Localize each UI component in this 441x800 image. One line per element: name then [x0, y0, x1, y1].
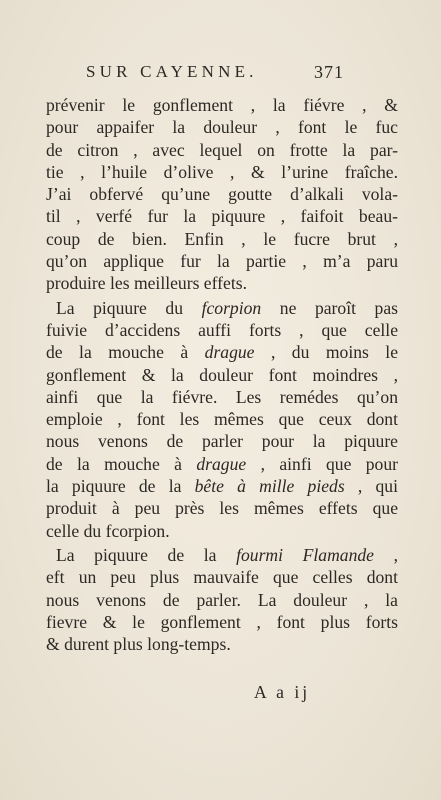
text-run: coup de bien. Enfin , le fucre brut ,	[46, 228, 398, 249]
text-run: La piquure du	[56, 297, 202, 318]
text-line	[46, 297, 398, 319]
page-number: 371	[314, 62, 344, 82]
text-run: produire les meilleurs effets.	[46, 273, 247, 294]
text-run: pour appaifer la douleur , font le fuc	[46, 117, 398, 138]
text-line	[46, 520, 398, 542]
running-title: SUR CAYENNE.	[86, 62, 258, 81]
italic-term: fcorpion	[201, 297, 262, 318]
italic-term: drague	[204, 342, 255, 363]
text-line	[46, 566, 398, 588]
text-line	[46, 139, 398, 161]
signature-mark: A a ij	[254, 682, 311, 702]
text-run: de la mouche à	[46, 342, 205, 363]
text-run: , du moins le	[254, 342, 399, 363]
text-line	[46, 475, 398, 497]
text-run: gonflement & la douleur font moindres ,	[46, 364, 398, 385]
text-line	[46, 94, 398, 116]
paragraph	[46, 94, 398, 295]
italic-term: fourmi Flamande	[236, 544, 374, 565]
text-line	[46, 272, 398, 294]
text-run: fuivie d’accidens auffi forts , que celle	[46, 319, 398, 340]
text-run: la piquure de la	[46, 476, 195, 497]
text-run: nous venons de parler. La douleur , la	[46, 589, 398, 610]
text-line	[46, 161, 398, 183]
running-head	[0, 62, 441, 86]
italic-term: drague	[196, 453, 247, 474]
text-line	[46, 611, 398, 633]
text-line	[46, 364, 398, 386]
italic-term: bête à mille pieds	[194, 476, 345, 497]
text-run: produit à peu près les mêmes effets que	[46, 498, 398, 519]
text-line	[46, 116, 398, 138]
text-run: til , verfé fur la piquure , faifoit beau-	[46, 206, 398, 227]
text-line	[46, 205, 398, 227]
paragraph	[46, 544, 398, 655]
text-run: prévenir le gonflement , la fiévre , &	[46, 95, 398, 115]
text-run: ainfi que la fiévre. Les remédes qu’on	[46, 386, 398, 407]
text-run: nous venons de parler pour la piquure	[46, 431, 398, 452]
text-line	[46, 589, 398, 611]
paragraph	[46, 297, 398, 542]
text-line	[46, 341, 398, 363]
text-line	[46, 453, 398, 475]
text-line	[46, 544, 398, 566]
text-line	[46, 183, 398, 205]
text-run: La piquure de la	[56, 544, 237, 565]
text-line	[46, 250, 398, 272]
text-run: emploie , font les mêmes que ceux dont	[46, 409, 398, 430]
text-run: tie , l’huile d’olive , & l’urine fraîche.	[46, 161, 398, 182]
text-line	[46, 319, 398, 341]
text-line	[46, 228, 398, 250]
text-run: & durent plus long-temps.	[46, 634, 231, 655]
text-line	[46, 430, 398, 452]
text-line	[46, 386, 398, 408]
text-run: fievre & le gonflement , font plus forts	[46, 611, 398, 632]
text-run: , ainfi que pour	[246, 453, 399, 474]
text-run: de la mouche à	[46, 453, 197, 474]
text-run: de citron , avec lequel on frotte la par-	[46, 139, 398, 160]
text-run: eft un peu plus mauvaife que celles dont	[46, 567, 398, 588]
text-run: , qui	[344, 476, 398, 497]
text-line	[46, 633, 398, 655]
text-run: qu’on applique fur la partie , m’a paru	[46, 251, 398, 272]
text-line	[46, 497, 398, 519]
text-run: celle du fcorpion.	[46, 520, 170, 541]
text-run: J’ai obfervé qu’une goutte d’alkali vola-	[46, 184, 398, 205]
text-run: ,	[373, 544, 399, 565]
text-line	[46, 408, 398, 430]
body-text	[46, 94, 398, 655]
text-run: ne paroît pas	[261, 297, 399, 318]
